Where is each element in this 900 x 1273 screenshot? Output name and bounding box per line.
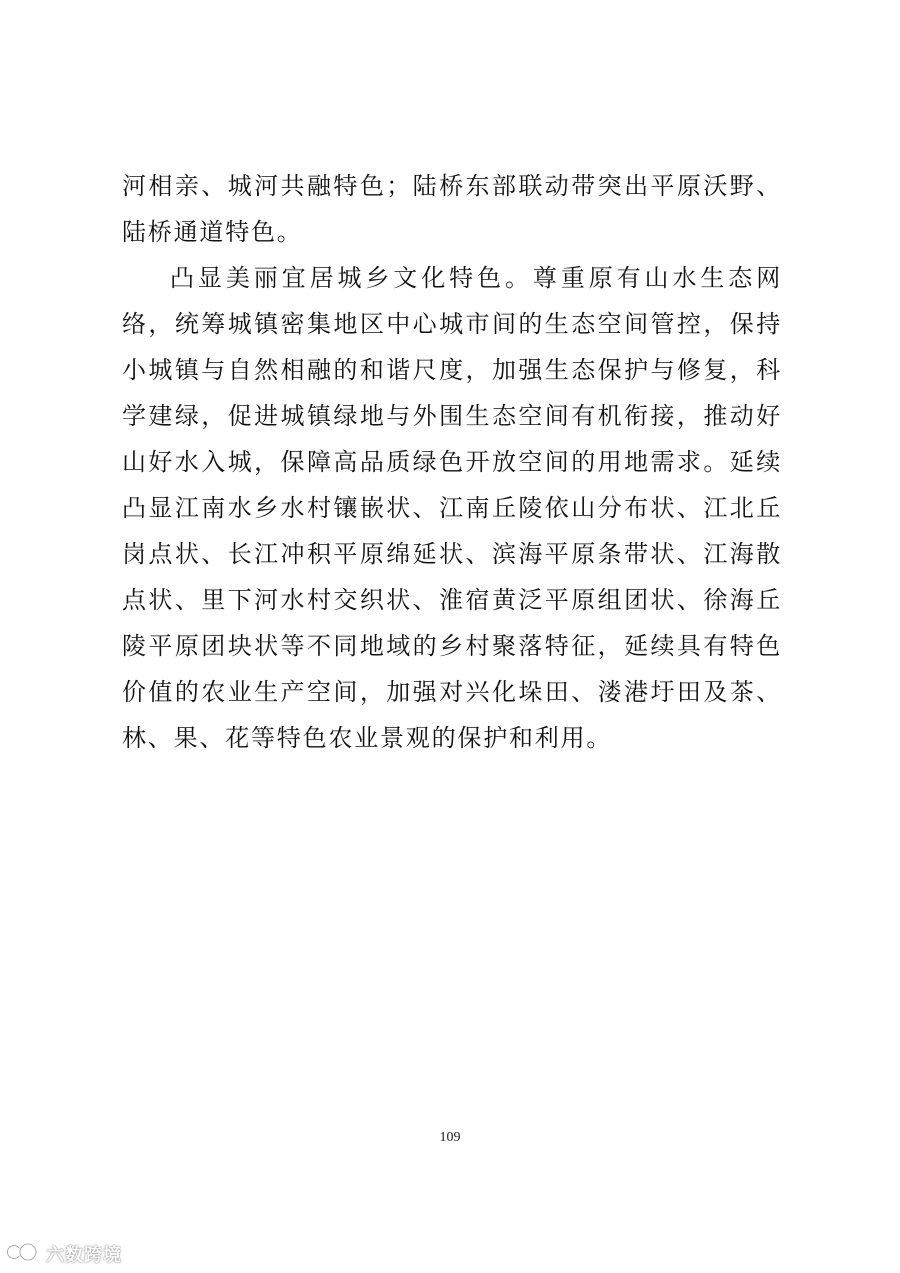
watermark	[6, 1241, 122, 1267]
watermark-text: 六数跨境	[46, 1245, 122, 1266]
paragraph-lead-heading: 凸显美丽宜居城乡文化特色。	[170, 264, 533, 292]
continuation-paragraph: 河相亲、城河共融特色；陆桥东部联动带突出平原沃野、陆桥通道特色。	[122, 172, 782, 246]
logo-icon	[6, 1241, 40, 1267]
main-paragraph	[122, 255, 782, 761]
document-body	[122, 163, 782, 761]
paragraph-body: 尊重原有山水生态网络，统筹城镇密集地区中心城市间的生态空间管控，保持小城镇与自然相融的和谐尺度，加强生态保护与修复，科学建绿，促进城镇绿地与外围生态空间有机衔接，推动好山好水入城，保障高品质绿色开放空间的用地需求。延续凸显江南水乡水村镶嵌状、江南丘陵依山分布状、江北丘岗点状、长江冲积平原绵延状、滨海平原条带状、江海散点状、里下河水村交织状、淮宿黄泛平原组团状、徐海丘陵平原团块状等不同地域的乡村聚落特征，延续具有特色价值的农业生产空间，加强对兴化垛田、溇港圩田及茶、林、果、花等特色农业景观的保护和利用。	[122, 264, 783, 752]
page-number: 109	[439, 1130, 461, 1145]
